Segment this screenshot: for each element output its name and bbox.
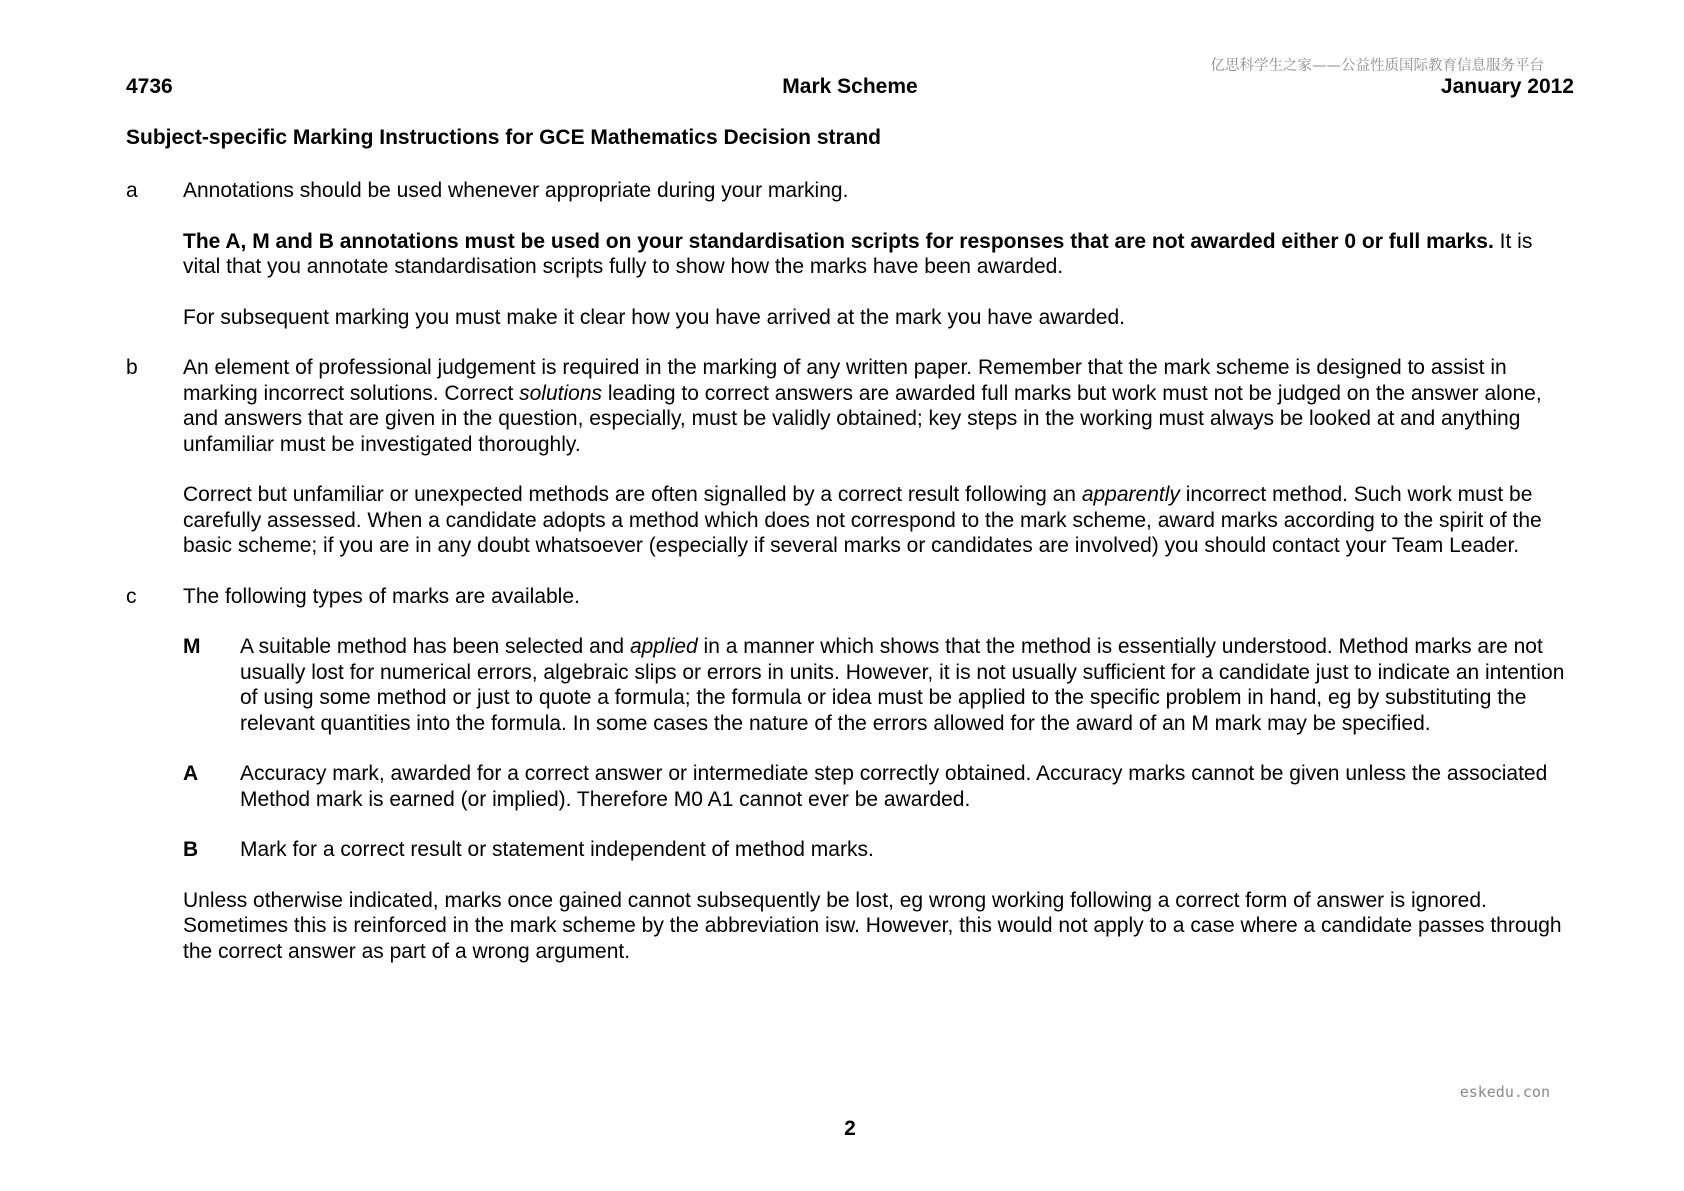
- section-c-intro: The following types of marks are available.: [183, 584, 580, 608]
- page-title: Subject-specific Marking Instructions for GCE Mathematics Decision strand: [126, 126, 881, 149]
- section-b: [126, 355, 1566, 559]
- watermark-bottom: eskedu.con: [1459, 1083, 1550, 1101]
- section-b-p2-text-a: Correct but unfamiliar or unexpected methods are often signalled by a correct result following an: [183, 483, 1082, 506]
- mark-code-m: M: [183, 635, 201, 658]
- section-a-bold-text: The A, M and B annotations must be used on your standardisation scripts for responses that are not awarded either 0 or full marks.: [183, 229, 1494, 253]
- section-b-p1-text-a: An element of professional judgement is required in the marking of any written paper. Remember that the mark scheme is designed to assist in marking incorrect solutions. Correct: [183, 356, 1507, 405]
- instructions-body: [126, 178, 1566, 964]
- section-b-paragraph-2: [183, 482, 1566, 559]
- section-b-p2-italic: apparently: [1081, 483, 1180, 506]
- section-b-p1-italic: solutions: [519, 381, 603, 405]
- section-b-p2-text-b: incorrect method. Such work must be carefully assessed. When a candidate adopts a method which does not correspond to the mark scheme, award marks according to the spirit of the basic scheme; if you are in any doubt whatsoever (especially if several marks or candidates are involved) you should contact your Team Leader.: [183, 483, 1542, 557]
- mark-m-text-a: A suitable method has been selected and: [240, 635, 630, 658]
- header-title: Mark Scheme: [782, 75, 918, 98]
- section-a-text: It is vital that you annotate standardisation scripts fully to show how the marks have been awarded.: [183, 229, 1533, 278]
- section-c: [126, 584, 1566, 965]
- mark-code-a: A: [183, 762, 199, 785]
- page-number: 2: [844, 1117, 856, 1140]
- section-c-marker: c: [126, 584, 137, 608]
- mark-a-text: Accuracy mark, awarded for a correct answer or intermediate step correctly obtained. Accuracy marks cannot be given unless the associated Method mark is earned (or implied). Therefore M0 A1 cannot ever be awarded.: [240, 762, 1548, 811]
- section-a-marker: a: [126, 179, 138, 202]
- mark-code-b: B: [183, 838, 199, 861]
- mark-type-m: [183, 634, 1566, 736]
- mark-type-b: [183, 837, 1566, 863]
- mark-m-text-b: in a manner which shows that the method is essentially understood. Method marks are not usually lost for numerical errors, algebraic slips or errors in units. However, it is not usually sufficient for a candidate just to indicate an intention of using some method or just to quote a formula; the formula or idea must be applied to the specific problem in hand, eg by substituting the relevant quantities into the formula. In some cases the nature of the errors allowed for the award of an M mark may be specified.: [240, 635, 1565, 735]
- section-a-paragraph-3: For subsequent marking you must make it clear how you have arrived at the mark you have awarded.: [183, 305, 1125, 329]
- mark-m-italic: applied: [629, 635, 698, 658]
- mark-b-text: Mark for a correct result or statement independent of method marks.: [240, 838, 874, 861]
- section-a: [126, 178, 1566, 330]
- section-c-outro: Unless otherwise indicated, marks once gained cannot subsequently be lost, eg wrong working following a correct form of answer is ignored. Sometimes this is reinforced in the mark scheme by the abbreviation isw. However, this would not apply to a case where a candidate passes through the correct answer as part of a wrong argument.: [183, 888, 1562, 963]
- section-b-p1-text-b: leading to correct answers are awarded full marks but work must not be judged on the answer alone, and answers that are given in the question, especially, must be validly obtained; key steps in the working must always be looked at and anything unfamiliar must be investigated thoroughly.: [183, 381, 1542, 456]
- section-b-marker: b: [126, 356, 138, 379]
- section-b-paragraph-1: [183, 355, 1566, 457]
- section-a-paragraph-2: [183, 229, 1566, 280]
- header-paper-code: 4736: [126, 75, 173, 98]
- header-date: January 2012: [1440, 75, 1574, 98]
- watermark-top: 亿思科学生之家——公益性质国际教育信息服务平台: [1210, 58, 1544, 74]
- mark-type-a: [183, 761, 1566, 812]
- section-a-paragraph-1: Annotations should be used whenever appropriate during your marking.: [183, 179, 849, 202]
